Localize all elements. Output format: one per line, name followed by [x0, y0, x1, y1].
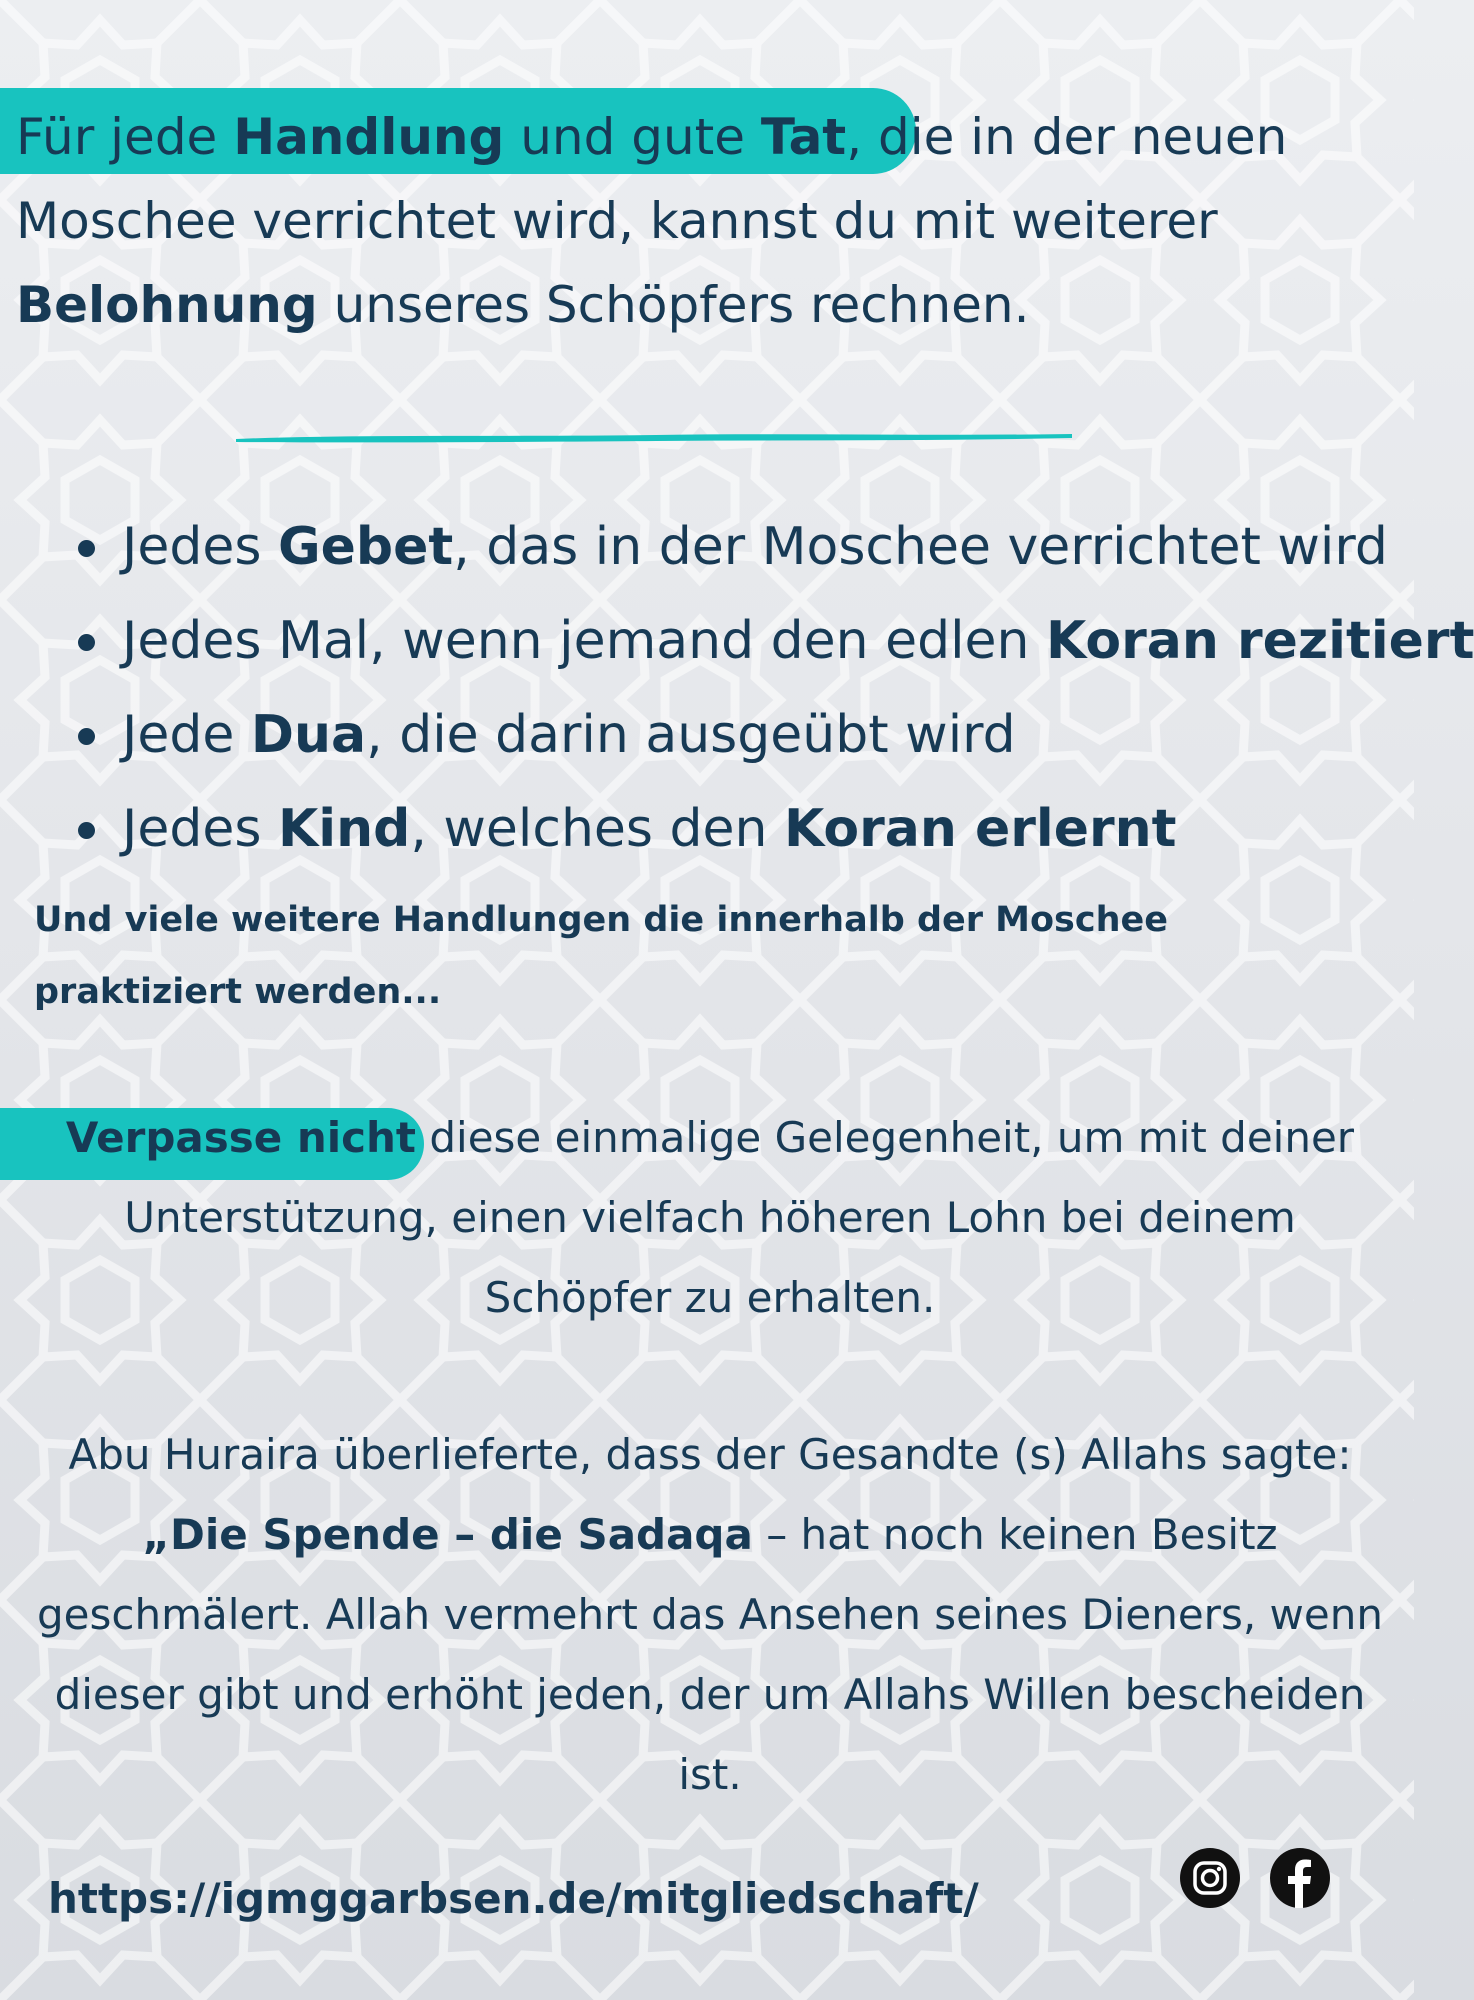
more-actions-note: Und viele weitere Handlungen die innerhalb der Moschee praktiziert werden...: [34, 900, 1169, 1012]
instagram-icon[interactable]: [1180, 1848, 1240, 1908]
intro-bold-tat: Tat: [760, 108, 847, 166]
benefits-list: [72, 500, 1474, 876]
verpasse-nicht-label: Verpasse nicht: [65, 1113, 417, 1162]
intro-bold-belohnung: Belohnung: [16, 276, 318, 334]
list-item: Jedes Gebet, das in der Moschee verrichtet wird: [72, 500, 1412, 594]
intro-paragraph: Für jede Handlung und gute Tat, die in der neuen Moschee verrichtet wird, kannst du mit weiterer Belohnung unseres Schöpfers rechnen.: [16, 108, 1288, 334]
intro-bold-handlung: Handlung: [233, 108, 505, 166]
membership-link[interactable]: https://igmggarbsen.de/mitgliedschaft/: [48, 1874, 979, 1923]
hadith-quote: [20, 1415, 1400, 1815]
facebook-icon[interactable]: [1270, 1848, 1330, 1908]
call-to-action-paragraph: Verpasse nicht diese einmalige Gelegenheit, um mit deiner Unterstützung, einen vielfach höheren Lohn bei deinem Schöpfer zu erhalten.: [65, 1113, 1355, 1322]
hadith-intro: Abu Huraira überlieferte, dass der Gesandte (s) Allahs sagte:: [68, 1430, 1352, 1479]
brush-divider: [236, 430, 1072, 446]
list-item: Jede Dua, die darin ausgeübt wird: [72, 688, 1412, 782]
hadith-text: „Die Spende – die Sadaqa – hat noch keinen Besitz geschmälert. Allah vermehrt das Ansehen seines Dieners, wenn dieser gibt und erhöht jeden, der um Allahs Willen bescheiden ist.: [37, 1510, 1383, 1799]
list-item: Jedes Mal, wenn jemand den edlen Koran rezitiert: [72, 594, 1412, 688]
list-item: Jedes Kind, welches den Koran erlernt: [72, 782, 1412, 876]
